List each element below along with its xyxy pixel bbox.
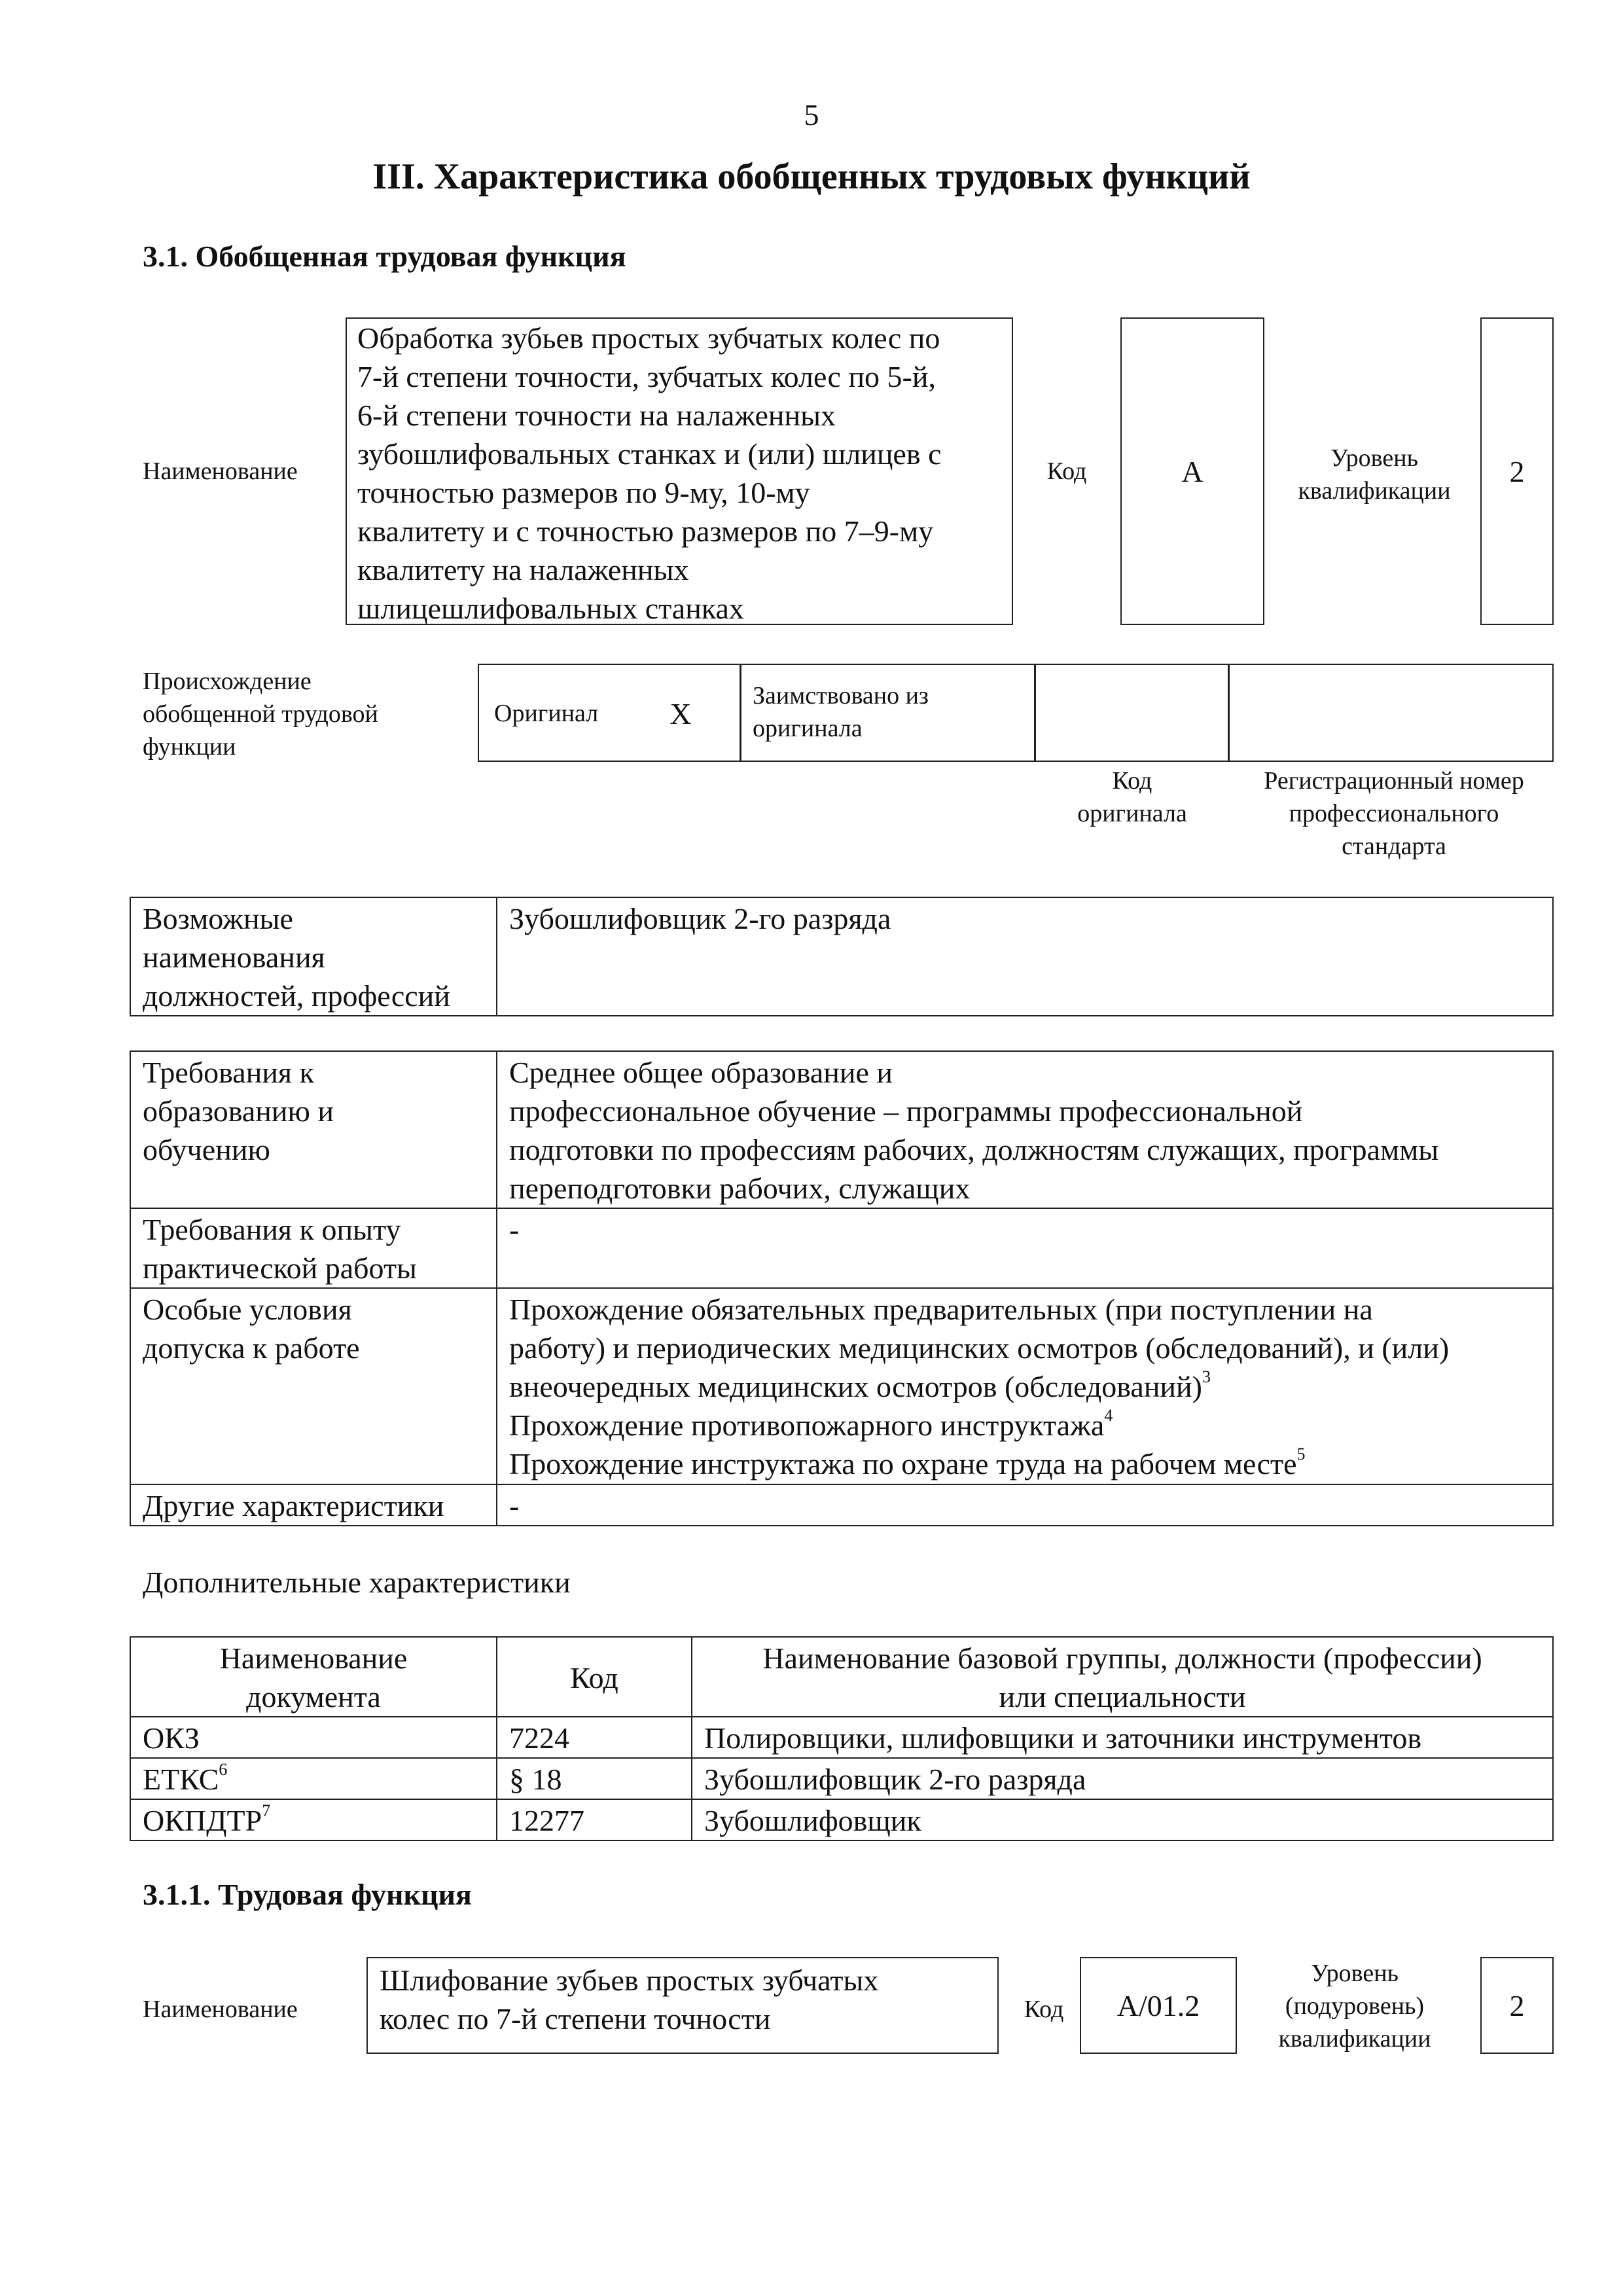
tf-level-value: 2: [1509, 1988, 1525, 2022]
req-value-line: [509, 1444, 1541, 1483]
gtf-code-label: Код: [1046, 457, 1087, 485]
positions-label-line: Возможные: [143, 902, 293, 935]
req-label-line: Особые условия: [143, 1293, 352, 1326]
positions-value: Зубошлифовщик 2-го разряда: [497, 897, 1553, 1016]
tf-level-label-line: (подуровень): [1285, 1992, 1425, 2020]
req-label-line: Другие характеристики: [143, 1489, 444, 1522]
origin-code-caption-line: оригинала: [1077, 800, 1187, 827]
footnote-ref: 7: [262, 1801, 271, 1820]
origin-code-caption-line: Код: [1112, 767, 1152, 795]
requirements-row: [130, 1208, 1553, 1288]
req-label-line: допуска к работе: [143, 1331, 360, 1365]
tf-code-label: Код: [1024, 1996, 1064, 2023]
gtf-name-label: Наименование: [143, 457, 298, 485]
origin-borrowed-label: [753, 679, 929, 745]
req-value-line: [509, 1367, 1541, 1406]
gtf-name-line: точностью размеров по 9-му, 10-му: [357, 476, 810, 509]
req-value-text: внеочередных медицинских осмотров (обследований): [509, 1370, 1202, 1403]
req-label-line: Требования к: [143, 1056, 314, 1089]
req-label-line: Требования к опыту: [143, 1213, 401, 1246]
additional-doc: ЕТКС$^6$: [130, 1758, 497, 1799]
req-value-text: Прохождение инструктажа по охране труда на рабочем месте: [509, 1447, 1297, 1480]
footnote-ref: 3: [1202, 1367, 1211, 1386]
additional-name: Зубошлифовщик: [692, 1799, 1553, 1840]
origin-box: [478, 664, 1554, 762]
req-value-line: работу) и периодических медицинских осмотров (обследований), и (или): [509, 1331, 1450, 1365]
req-value-line: [509, 1406, 1541, 1444]
req-value-line: профессиональное обучение – программы профессиональной: [509, 1094, 1303, 1128]
origin-label-line: функции: [143, 733, 236, 761]
req-other-value: [497, 1484, 1553, 1526]
gtf-level-label-line: Уровень: [1330, 444, 1418, 472]
gtf-level-value: 2: [1509, 454, 1525, 488]
positions-label: [130, 897, 497, 1016]
table-row: [130, 1758, 1553, 1799]
origin-divider: [740, 664, 741, 762]
additional-table: [130, 1636, 1554, 1841]
origin-reg-caption: [1230, 764, 1558, 863]
additional-header-name: [692, 1637, 1553, 1717]
origin-label: [143, 665, 424, 763]
additional-header-line: Наименование: [219, 1641, 408, 1675]
req-value-line: Прохождение обязательных предварительных (при поступлении на: [509, 1293, 1373, 1326]
additional-code: § 18: [497, 1758, 692, 1799]
req-conditions-label: [130, 1288, 497, 1484]
req-label-line: практической работы: [143, 1251, 417, 1285]
origin-reg-caption-line: Регистрационный номер: [1264, 767, 1524, 795]
req-other-label: [130, 1484, 497, 1526]
req-education-value: [497, 1051, 1553, 1208]
gtf-name-box: [346, 317, 1013, 625]
req-value-line: Среднее общее образование и: [509, 1056, 893, 1089]
page-number: 5: [804, 98, 819, 132]
positions-row: [130, 897, 1553, 1016]
additional-header-line: Наименование базовой группы, должности (профессии): [762, 1641, 1482, 1675]
additional-doc: ОКПДТР$^7$: [130, 1799, 497, 1840]
requirements-row: [130, 1288, 1553, 1484]
gtf-name-line: шлицешлифовальных станках: [357, 592, 744, 625]
gtf-name-line: Обработка зубьев простых зубчатых колес по: [357, 321, 940, 355]
req-value-line: переподготовки рабочих, служащих: [509, 1172, 971, 1205]
additional-name: Зубошлифовщик 2-го разряда: [692, 1758, 1553, 1799]
additional-code: 12277: [497, 1799, 692, 1840]
req-value-line: -: [509, 1213, 520, 1246]
tf-level-label-line: квалификации: [1278, 2025, 1431, 2053]
origin-borrowed-label-line: Заимствовано из: [753, 682, 929, 709]
additional-header-doc: [130, 1637, 497, 1717]
tf-code-box: [1080, 1957, 1237, 2054]
origin-original-label: Оригинал: [494, 700, 599, 727]
gtf-name-line: квалитету и с точностью размеров по 7–9-му: [357, 514, 934, 548]
additional-code: 7224: [497, 1717, 692, 1758]
tf-code-value: A/01.2: [1116, 1988, 1200, 2022]
table-row: [130, 1799, 1553, 1840]
tf-heading: 3.1.1. Трудовая функция: [143, 1878, 472, 1911]
footnote-ref: 5: [1296, 1444, 1306, 1463]
tf-name-line: Шлифование зубьев простых зубчатых: [380, 1964, 879, 1997]
footnote-ref: 4: [1104, 1405, 1113, 1425]
origin-label-line: Происхождение: [143, 668, 312, 695]
req-experience-value: [497, 1208, 1553, 1288]
gtf-code-value: A: [1181, 454, 1204, 488]
section-title: III. Характеристика обобщенных трудовых функций: [372, 156, 1251, 197]
gtf-name-line: 7-й степени точности, зубчатых колес по 5-й,: [357, 360, 936, 393]
requirements-row: [130, 1051, 1553, 1208]
origin-reg-caption-line: стандарта: [1342, 833, 1446, 860]
origin-original-mark: X: [669, 696, 692, 730]
table-row: [130, 1717, 1553, 1758]
additional-name: Полировщики, шлифовщики и заточники инструментов: [692, 1717, 1553, 1758]
positions-label-line: должностей, профессий: [143, 979, 450, 1013]
footnote-ref: 6: [219, 1759, 228, 1779]
req-education-label: [130, 1051, 497, 1208]
requirements-row: [130, 1484, 1553, 1526]
positions-label-line: наименования: [143, 941, 325, 974]
positions-table: [130, 897, 1554, 1016]
gtf-level-label-line: квалификации: [1298, 477, 1451, 505]
additional-header-line: или специальности: [999, 1680, 1246, 1713]
gtf-name-line: 6-й степени точности на налаженных: [357, 399, 836, 432]
tf-level-label: [1243, 1954, 1466, 2058]
req-value-line: подготовки по профессиям рабочих, должностям служащих, программы: [509, 1133, 1439, 1166]
tf-name-label: Наименование: [143, 1996, 298, 2023]
gtf-level-label: [1270, 439, 1479, 511]
tf-name-box: [366, 1957, 999, 2054]
origin-reg-caption-line: профессионального: [1289, 800, 1499, 827]
tf-level-box: [1480, 1957, 1554, 2054]
additional-header-code: Код: [497, 1637, 692, 1717]
gtf-level-box: [1480, 317, 1554, 625]
origin-divider: [1034, 664, 1036, 762]
req-value-line: -: [509, 1489, 520, 1522]
origin-code-caption: [1041, 764, 1224, 830]
additional-header-line: документа: [246, 1680, 381, 1713]
req-label-line: образованию и: [143, 1094, 334, 1128]
req-experience-label: [130, 1208, 497, 1288]
req-value-text: Прохождение противопожарного инструктажа: [509, 1408, 1105, 1442]
requirements-table: [130, 1050, 1554, 1526]
gtf-heading: 3.1. Обобщенная трудовая функция: [143, 240, 626, 273]
gtf-name-line: зубошлифовальных станках и (или) шлицев с: [357, 437, 942, 471]
req-label-line: обучению: [143, 1133, 270, 1166]
req-conditions-value: [497, 1288, 1553, 1484]
additional-doc: ОКЗ: [130, 1717, 497, 1758]
gtf-name-line: квалитету на налаженных: [357, 553, 689, 586]
origin-label-line: обобщенной трудовой: [143, 700, 378, 728]
additional-heading: Дополнительные характеристики: [143, 1566, 571, 1599]
additional-header-row: [130, 1637, 1553, 1717]
gtf-code-box: [1120, 317, 1264, 625]
tf-level-label-line: Уровень: [1311, 1960, 1399, 1987]
tf-name-line: колес по 7-й степени точности: [380, 2002, 771, 2036]
origin-divider: [1228, 664, 1230, 762]
origin-borrowed-label-line: оригинала: [753, 715, 863, 742]
